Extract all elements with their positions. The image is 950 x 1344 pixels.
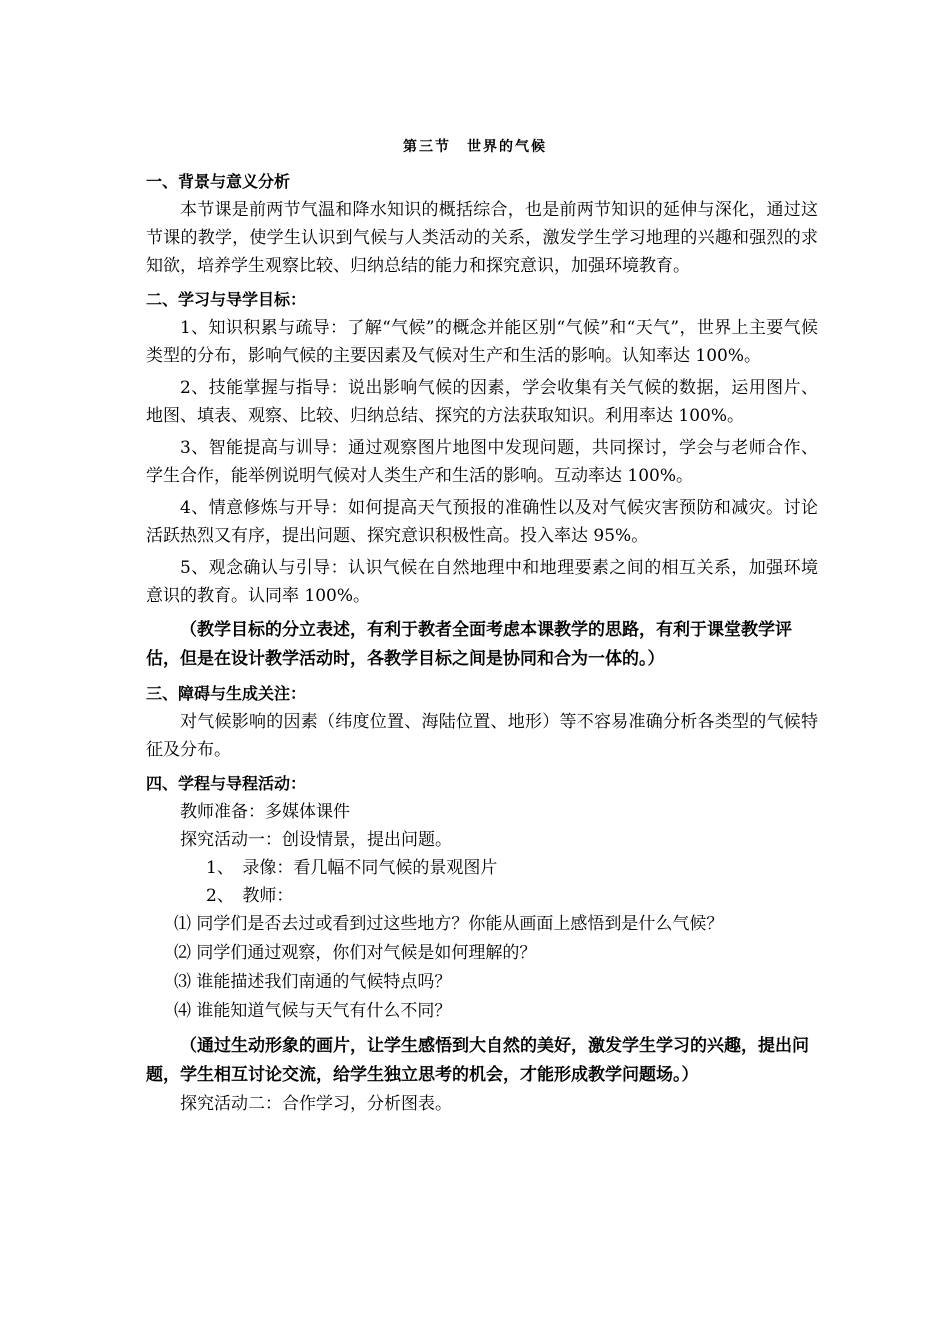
activity-list-item: 1、 录像：看几幅不同气候的景观图片	[206, 858, 498, 878]
question-item: ⑴ 同学们是否去过或看到过这些地方？你能从画面上感悟到是什么气候？	[174, 914, 724, 934]
section-heading-objectives: 二、学习与导学目标：	[146, 290, 307, 309]
teacher-prep: 教师准备：多媒体课件	[180, 802, 350, 822]
background-paragraph: 本节课是前两节气温和降水知识的概括综合，也是前两节知识的延伸与深化，通过这节课的教学，使学生认识到气候与人类活动的关系，激发学生学习地理的兴趣和强烈的求知欲，培养学生观察比较、归纳总结的能力和探究意识，加强环境教育。	[146, 200, 818, 276]
activity-two: 探究活动二：合作学习，分析图表。	[180, 1094, 452, 1114]
activity-list-item: 2、 教师：	[206, 886, 294, 906]
activity-one: 探究活动一：创设情景，提出问题。	[180, 830, 452, 850]
section-heading-background: 一、背景与意义分析	[146, 172, 291, 191]
obstacles-paragraph: 对气候影响的因素（纬度位置、海陆位置、地形）等不容易准确分析各类型的气候特征及分布。	[146, 712, 818, 760]
objective-item: 1、知识积累与疏导：了解“气候”的概念并能区别“气候”和“天气”，世界上主要气候类型的分布，影响气候的主要因素及气候对生产和生活的影响。认知率达 100%。	[146, 318, 818, 366]
page-title: 第三节 世界的气候	[403, 139, 547, 155]
question-item: ⑵ 同学们通过观察，你们对气候是如何理解的？	[174, 943, 537, 963]
objective-item: 2、技能掌握与指导：说出影响气候的因素，学会收集有关气候的数据，运用图片、地图、填表、观察、比较、归纳总结、探究的方法获取知识。利用率达 100%。	[146, 378, 818, 426]
question-item: ⑶ 谁能描述我们南通的气候特点吗？	[174, 972, 452, 992]
objective-item: 4、情意修炼与开导：如何提高天气预报的准确性以及对气候灾害预防和减灾。讨论活跃热烈又有序，提出问题、探究意识积极性高。投入率达 95%。	[146, 498, 818, 546]
activity-note: （通过生动形象的画片，让学生感悟到大自然的美好，激发学生学习的兴趣，提出问题，学生相互讨论交流，给学生独立思考的机会，才能形成教学问题场。）	[146, 1036, 809, 1085]
section-heading-activities: 四、学程与导程活动：	[146, 774, 307, 793]
objective-item: 3、智能提高与训导：通过观察图片地图中发现问题，共同探讨，学会与老师合作、学生合作，能举例说明气候对人类生产和生活的影响。互动率达 100%。	[146, 438, 818, 486]
question-item: ⑷ 谁能知道气候与天气有什么不同？	[174, 1001, 452, 1021]
section-heading-obstacles: 三、障碍与生成关注：	[146, 684, 307, 703]
objectives-note: （教学目标的分立表述，有利于教者全面考虑本课教学的思路，有利于课堂教学评估，但是在设计教学活动时，各教学目标之间是协同和合为一体的。）	[146, 620, 792, 669]
objective-item: 5、观念确认与引导：认识气候在自然地理中和地理要素之间的相互关系，加强环境意识的教育。认同率 100%。	[146, 558, 818, 606]
document-body	[146, 168, 818, 1118]
